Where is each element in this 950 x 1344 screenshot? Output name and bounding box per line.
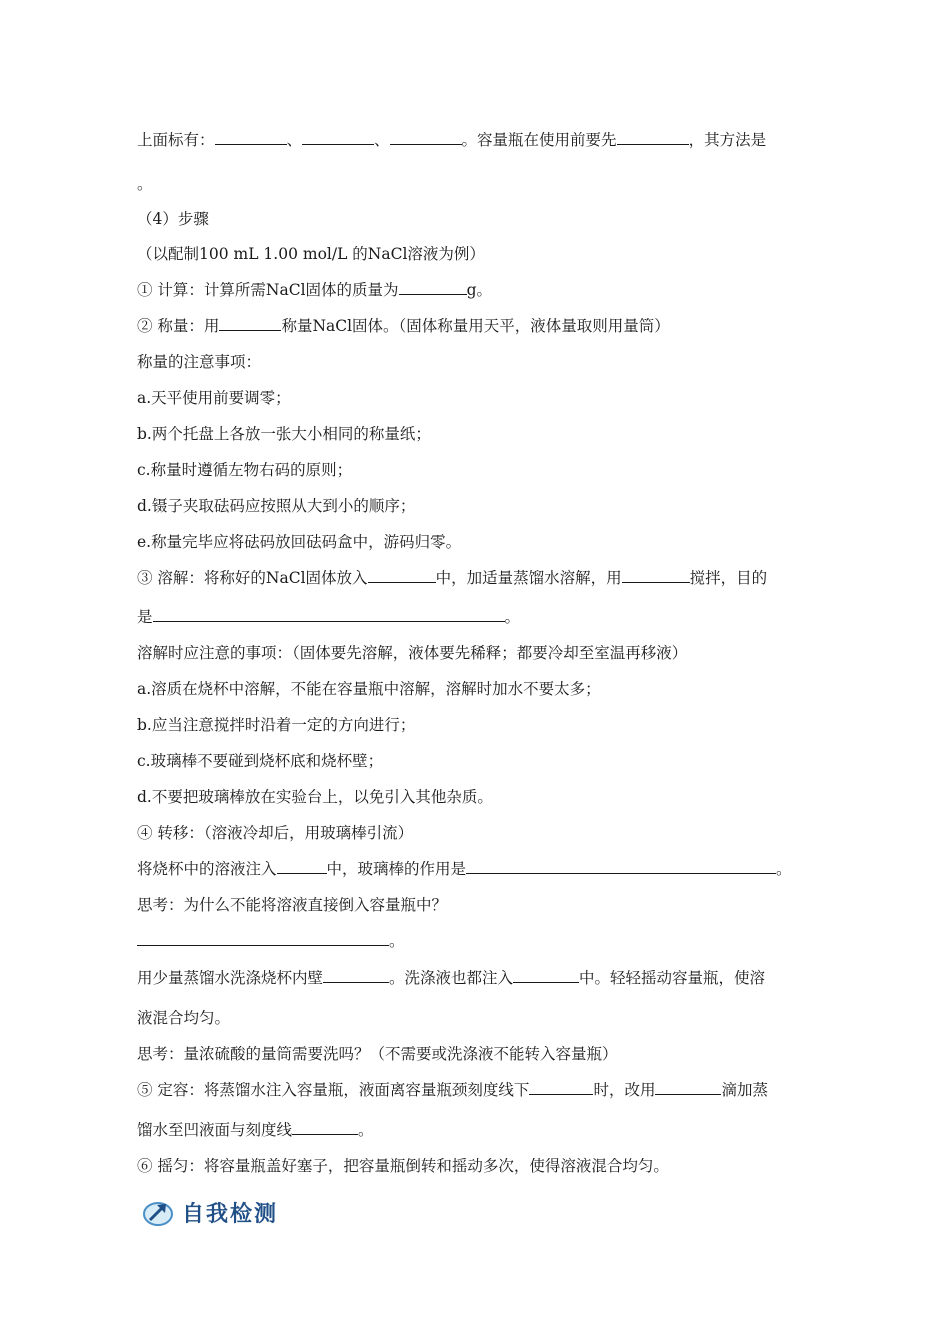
fill-in-blank[interactable]	[137, 930, 389, 946]
fill-in-blank[interactable]	[292, 1119, 358, 1135]
text-line	[137, 1154, 669, 1176]
text-segment: 、	[374, 131, 390, 149]
text-line	[137, 1118, 374, 1140]
text-line	[137, 566, 767, 588]
text-segment: ⑥ 摇匀：将容量瓶盖好塞子，把容量瓶倒转和摇动多次，使得溶液混合均匀。	[137, 1157, 669, 1175]
text-line	[137, 749, 383, 771]
fill-in-blank[interactable]	[513, 967, 579, 983]
text-segment: b.应当注意搅拌时沿着一定的方向进行；	[137, 716, 416, 734]
text-segment: a.天平使用前要调零；	[137, 389, 291, 407]
text-line	[137, 857, 792, 879]
text-segment: ④ 转移：（溶液冷却后，用玻璃棒引流）	[137, 824, 414, 842]
text-segment: ⑤ 定容：将蒸馏水注入容量瓶，液面离容量瓶颈刻度线下	[137, 1081, 530, 1099]
text-line	[137, 1006, 230, 1028]
fill-in-blank[interactable]	[277, 858, 327, 874]
text-segment: 将烧杯中的溶液注入	[137, 860, 277, 878]
fill-in-blank[interactable]	[215, 129, 287, 145]
text-segment: 液混合均匀。	[137, 1009, 231, 1027]
text-line	[137, 350, 261, 372]
fill-in-blank[interactable]	[617, 129, 689, 145]
fill-in-blank[interactable]	[323, 967, 389, 983]
fill-in-blank[interactable]	[390, 129, 462, 145]
text-segment: ① 计算：计算所需NaCl固体的质量为	[137, 281, 399, 299]
fill-in-blank[interactable]	[219, 315, 281, 331]
text-segment: 中，加适量蒸馏水溶解，用	[435, 569, 622, 587]
text-segment: b.两个托盘上各放一张大小相同的称量纸；	[137, 425, 431, 443]
text-segment: 。	[358, 1121, 374, 1139]
text-segment: 思考：量浓硫酸的量筒需要洗吗？（不需要或洗涤液不能转入容量瓶）	[137, 1045, 618, 1063]
fill-in-blank[interactable]	[399, 279, 467, 295]
text-line	[137, 386, 291, 408]
text-line	[137, 677, 601, 699]
text-line	[137, 314, 670, 336]
text-line	[137, 1042, 618, 1064]
text-line	[137, 530, 461, 552]
text-segment: e.称量完毕应将砝码放回砝码盒中，游码归零。	[137, 533, 462, 551]
text-segment: 上面标有：	[137, 131, 215, 149]
text-line	[137, 422, 431, 444]
text-line	[137, 641, 687, 663]
text-segment: ③ 溶解：将称好的NaCl固体放入	[137, 569, 368, 587]
text-segment: 时，改用	[593, 1081, 656, 1099]
fill-in-blank[interactable]	[655, 1079, 721, 1095]
text-segment: 。	[389, 932, 405, 950]
text-segment: c.称量时遵循左物右码的原则；	[137, 461, 353, 479]
text-segment: 是	[137, 608, 153, 626]
text-line	[137, 207, 209, 229]
text-line	[137, 713, 415, 735]
text-segment: 思考：为什么不能将溶液直接倒入容量瓶中？	[137, 896, 448, 914]
text-segment: d.镊子夹取砝码应按照从大到小的顺序；	[137, 497, 416, 515]
text-segment: 称量NaCl固体。（固体称量用天平，液体量取则用量筒）	[281, 317, 670, 335]
text-segment: 中。轻轻摇动容量瓶，使溶	[579, 969, 766, 987]
text-segment: 搅拌，目的	[689, 569, 768, 587]
text-segment: 。	[504, 608, 521, 626]
self-test-badge	[142, 1196, 278, 1228]
text-segment: a.溶质在烧杯中溶解，不能在容量瓶中溶解，溶解时加水不要太多；	[137, 680, 601, 698]
text-segment: g。	[466, 281, 492, 299]
text-segment: 。	[137, 175, 153, 193]
fill-in-blank[interactable]	[302, 129, 374, 145]
text-segment: ② 称量：用	[137, 317, 220, 335]
self-test-label: 自我检测	[182, 1201, 279, 1227]
text-segment: 、	[286, 131, 303, 149]
text-line	[137, 1078, 768, 1100]
text-segment: 。容量瓶在使用前要先	[461, 131, 617, 149]
text-segment: 用少量蒸馏水洗涤烧杯内壁	[137, 969, 324, 987]
text-segment: （以配制100 mL 1.00 mol/L 的NaCl溶液为例）	[137, 245, 485, 263]
fill-in-blank[interactable]	[622, 567, 690, 583]
text-line	[137, 242, 485, 264]
text-segment: 。	[776, 860, 792, 878]
text-line	[137, 929, 405, 951]
text-line	[137, 893, 447, 915]
fill-in-blank[interactable]	[153, 606, 505, 622]
text-line	[137, 172, 153, 194]
text-line	[137, 278, 492, 300]
text-line	[137, 458, 352, 480]
fill-in-blank[interactable]	[368, 567, 436, 583]
text-segment: ，其方法是	[688, 131, 767, 149]
text-line	[137, 605, 520, 627]
text-line	[137, 128, 766, 150]
fill-in-blank[interactable]	[529, 1079, 593, 1095]
text-segment: 馏水至凹液面与刻度线	[137, 1121, 293, 1139]
text-segment: 滴加蒸	[721, 1081, 768, 1099]
text-segment: d.不要把玻璃棒放在实验台上，以免引入其他杂质。	[137, 788, 493, 806]
text-line	[137, 785, 493, 807]
text-segment: 中，玻璃棒的作用是	[326, 860, 467, 878]
text-line	[137, 821, 413, 843]
arrow-circle-icon	[142, 1196, 178, 1228]
text-segment: c.玻璃棒不要碰到烧杯底和烧杯壁；	[137, 752, 384, 770]
text-segment: 溶解时应注意的事项：（固体要先溶解，液体要先稀释；都要冷却至室温再移液）	[137, 644, 688, 662]
text-line	[137, 966, 765, 988]
fill-in-blank[interactable]	[466, 858, 776, 874]
text-line	[137, 494, 415, 516]
text-segment: 。洗涤液也都注入	[389, 969, 514, 987]
text-segment: （4）步骤	[137, 210, 209, 228]
text-segment: 称量的注意事项：	[137, 353, 262, 371]
